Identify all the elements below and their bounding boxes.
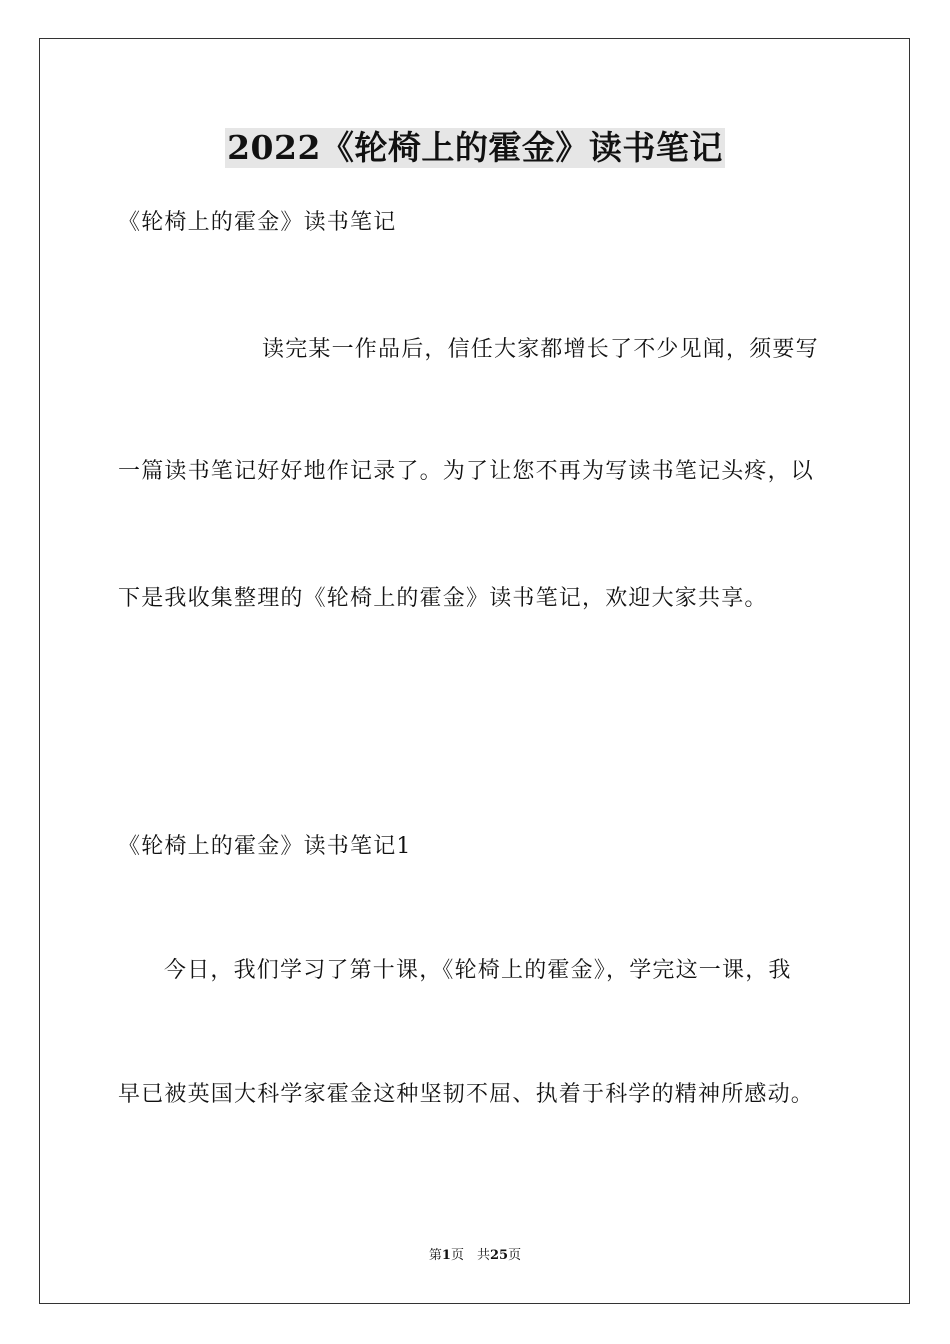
footer-mid: 页 共	[450, 1248, 490, 1263]
footer-prefix: 第	[428, 1248, 442, 1263]
paragraph-line-5: 早已被英国大科学家霍金这种坚韧不屈、执着于科学的精神所感动。	[118, 1082, 815, 1107]
footer-total-pages: 25	[489, 1248, 509, 1263]
paragraph-line-3: 下是我收集整理的《轮椅上的霍金》读书笔记，欢迎大家共享。	[118, 586, 768, 611]
paragraph-line-1: 读完某一作品后，信任大家都增长了不少见闻，须要写	[262, 337, 819, 362]
paragraph-line-4: 今日，我们学习了第十课，《轮椅上的霍金》，学完这一课，我	[164, 958, 792, 983]
paragraph-line-2: 一篇读书笔记好好地作记录了。为了让您不再为写读书笔记头疼，以	[118, 459, 815, 484]
page-footer	[0, 1247, 950, 1265]
title-container	[0, 128, 950, 168]
subtitle-line: 《轮椅上的霍金》读书笔记	[118, 210, 397, 235]
footer-suffix: 页	[508, 1248, 522, 1263]
section-heading: 《轮椅上的霍金》读书笔记1	[118, 834, 412, 859]
footer-page-number: 1	[441, 1248, 451, 1263]
document-title: 2022《轮椅上的霍金》读书笔记	[227, 128, 723, 167]
